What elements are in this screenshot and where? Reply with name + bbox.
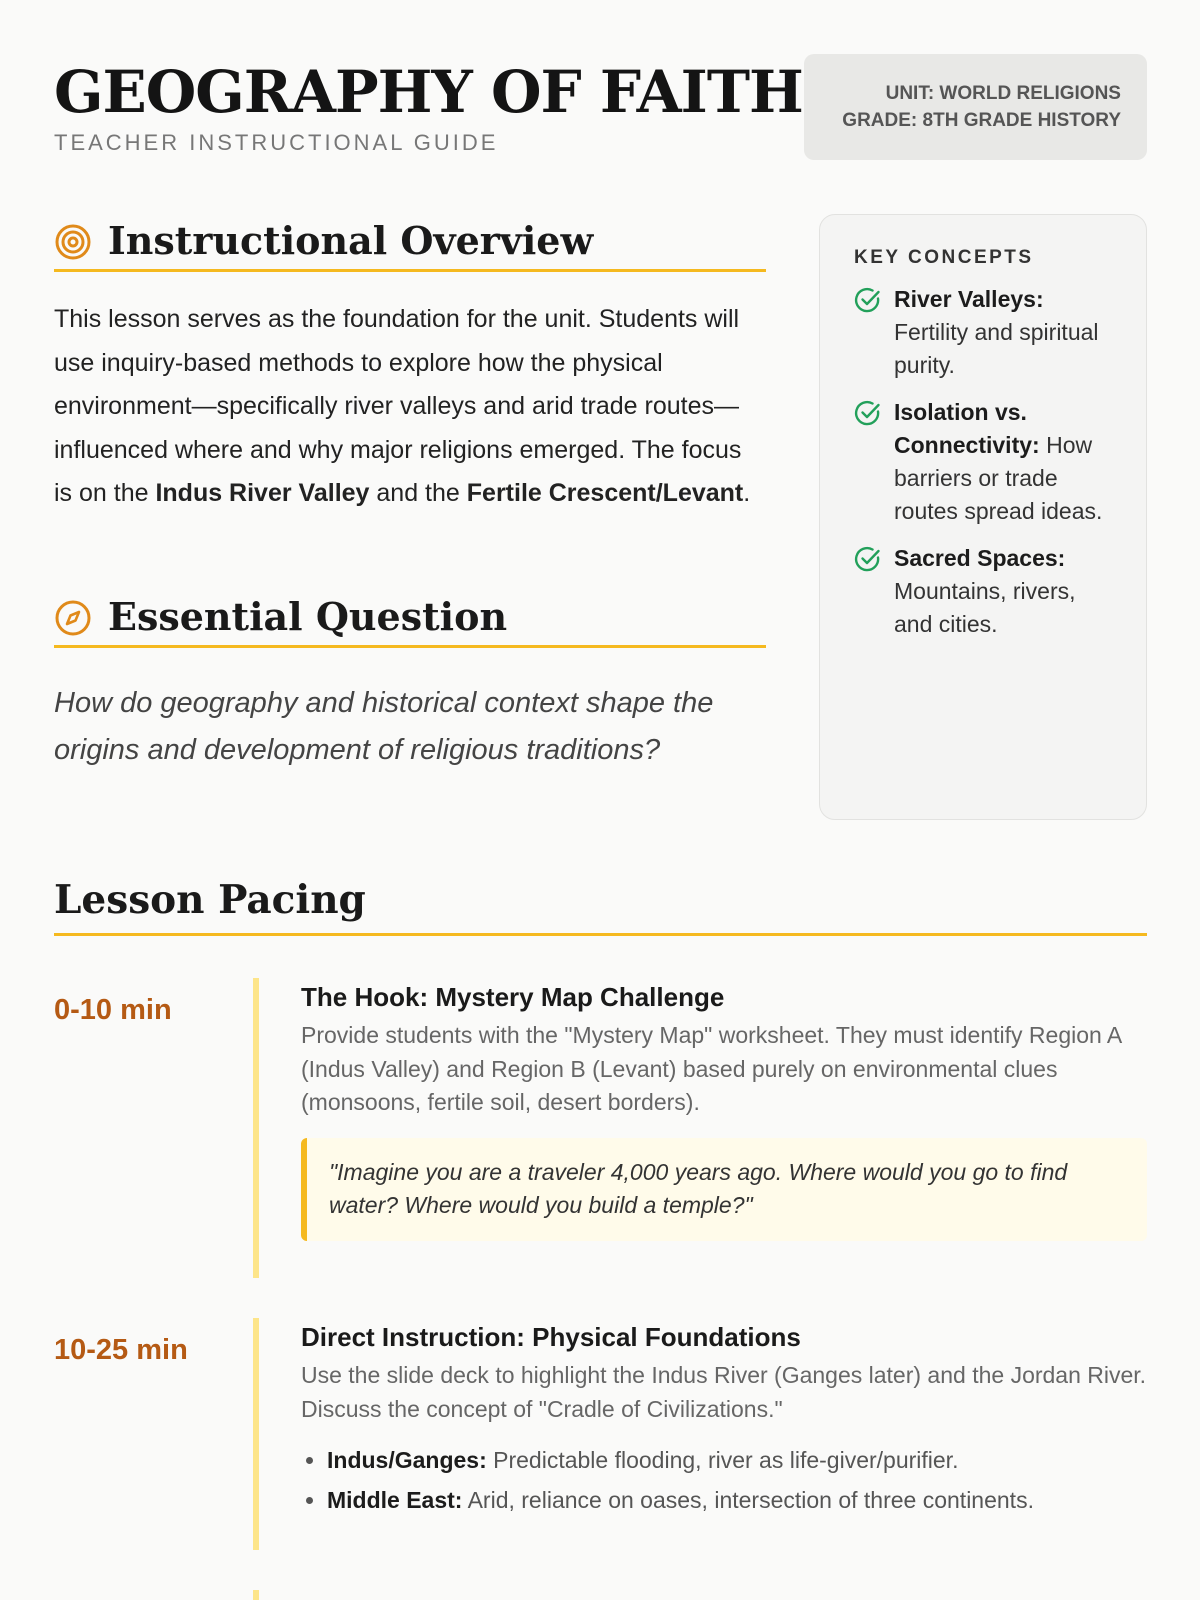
page-title: GEOGRAPHY OF FAITH xyxy=(54,58,803,126)
page-subtitle: TEACHER INSTRUCTIONAL GUIDE xyxy=(54,130,499,155)
unit-info-box xyxy=(804,54,1147,160)
step-description: Use the slide deck to highlight the Indus River (Ganges later) and the Jordan River. Discuss the concept of "Cradle of Civilizations." xyxy=(301,1362,1147,1422)
overview-bold-indus: Indus River Valley xyxy=(155,479,370,507)
list-item: • Indus/Ganges: Predictable flooding, river as life-giver/purifier. xyxy=(327,1440,1147,1480)
timeline-bar xyxy=(253,1318,259,1550)
grade-label: GRADE: 8TH GRADE HISTORY xyxy=(842,110,1121,131)
lesson-pacing-heading xyxy=(54,870,1147,936)
key-concepts-panel xyxy=(819,214,1147,820)
step-quote: "Imagine you are a traveler 4,000 years ago. Where would you go to find water? Where would you build a temple?" xyxy=(301,1138,1147,1241)
check-circle-icon xyxy=(854,399,882,427)
overview-heading xyxy=(54,212,766,272)
key-concept-item: Sacred Spaces: Mountains, rivers, and cities. xyxy=(854,542,1118,641)
pacing-step xyxy=(301,1322,1147,1520)
compass-icon xyxy=(54,599,92,637)
key-concepts-title: KEY CONCEPTS xyxy=(854,247,1034,268)
step-time: 0-10 min xyxy=(54,994,172,1026)
step-time: 10-25 min xyxy=(54,1334,188,1366)
essential-question-heading xyxy=(54,588,766,648)
target-icon xyxy=(54,223,92,261)
overview-text: This lesson serves as the foundation for the unit. Students will use inquiry-based methods to explore how the physical environment—specifically river valleys and arid trade routes—influenced where and why major religions emerged. The focus is on the Indus River Valley and the Fertile Crescent/Levant. xyxy=(54,305,751,507)
step-bullets xyxy=(301,1440,1147,1520)
essential-question-heading-text: Essential Question xyxy=(108,594,508,639)
unit-label: UNIT: WORLD RELIGIONS xyxy=(885,83,1121,104)
step-title: The Hook: Mystery Map Challenge xyxy=(301,982,725,1012)
essential-question-text: How do geography and historical context shape the origins and development of religious traditions? xyxy=(54,687,714,766)
pacing-step xyxy=(301,982,1147,1241)
step-title: Direct Instruction: Physical Foundations xyxy=(301,1322,801,1352)
step-description: Provide students with the "Mystery Map" worksheet. They must identify Region A (Indus Valley) and Region B (Levant) based purely on environmental clues (monsoons, fertile soil, desert borders). xyxy=(301,1022,1122,1115)
timeline-bar xyxy=(253,1590,259,1600)
lesson-pacing-heading-text: Lesson Pacing xyxy=(54,877,366,923)
key-concept-item: Isolation vs. Connectivity: How barriers or trade routes spread ideas. xyxy=(854,396,1118,528)
check-circle-icon xyxy=(854,545,882,573)
list-item: • Middle East: Arid, reliance on oases, intersection of three continents. xyxy=(327,1480,1147,1520)
overview-bold-levant: Fertile Crescent/Levant xyxy=(466,479,744,507)
overview-heading-text: Instructional Overview xyxy=(108,218,594,263)
timeline-bar xyxy=(253,978,259,1278)
key-concept-item: River Valleys: Fertility and spiritual purity. xyxy=(854,283,1118,382)
check-circle-icon xyxy=(854,286,882,314)
